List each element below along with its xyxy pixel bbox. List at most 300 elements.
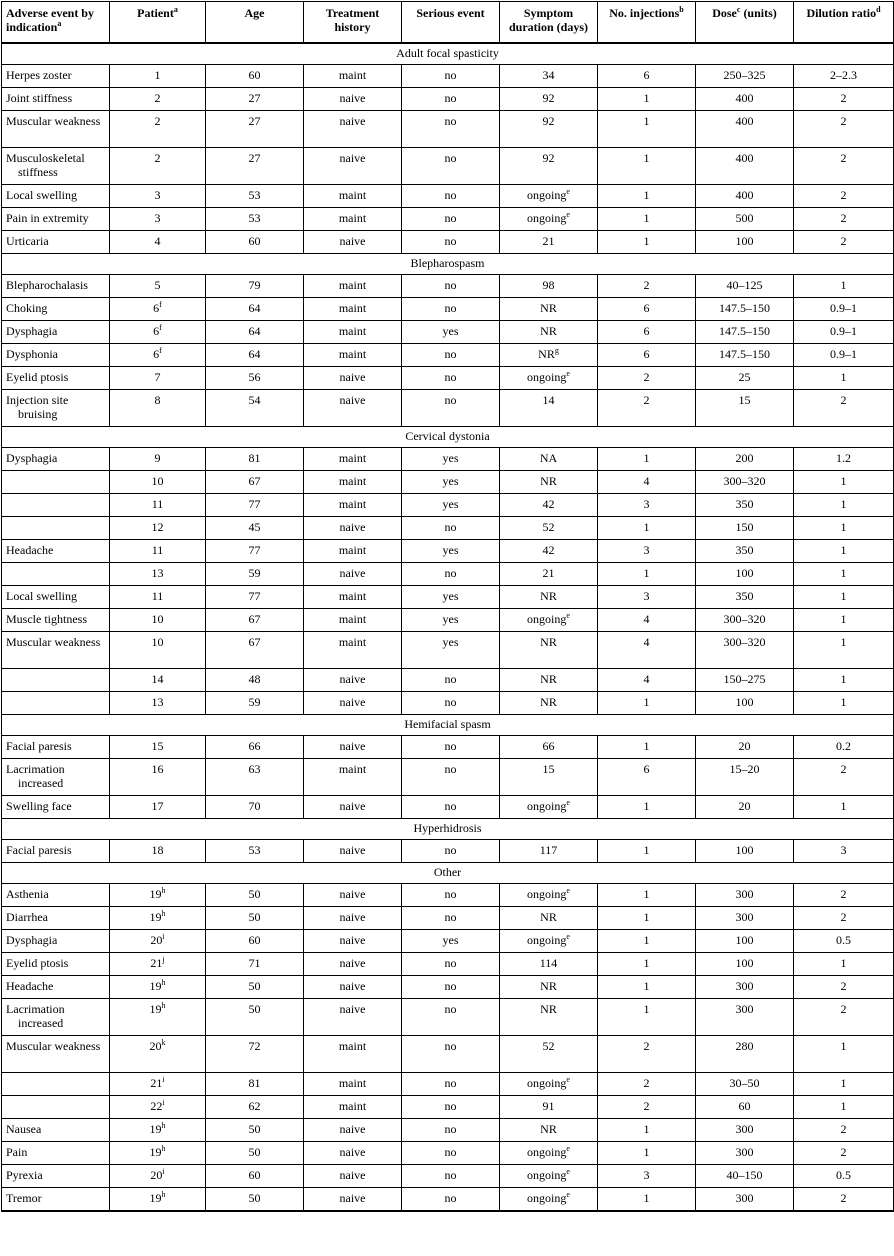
cell-injections: 1 [598,796,696,819]
cell-age: 77 [206,540,304,563]
cell-dose: 147.5–150 [696,344,794,367]
table-row [2,1188,894,1212]
cell-dose: 100 [696,692,794,715]
cell-age: 53 [206,208,304,231]
cell-adverse-event: Swelling face [2,796,110,819]
cell-serious: no [402,1096,500,1119]
cell-duration: ongoing$^e$ [500,1188,598,1212]
header-event: Adverse event by indication$^a$ [2,2,110,44]
cell-history: naive [304,999,402,1036]
cell-dose: 300 [696,999,794,1036]
cell-patient: 11 [110,494,206,517]
table-row [2,321,894,344]
cell-patient: 2 [110,111,206,148]
cell-injections: 1 [598,231,696,254]
cell-age: 59 [206,692,304,715]
cell-adverse-event: Muscle tightness [2,609,110,632]
table-row [2,275,894,298]
cell-dilution: 1.2 [794,448,894,471]
cell-injections: 2 [598,1073,696,1096]
table-row [2,1142,894,1165]
cell-dilution: 1 [794,953,894,976]
cell-duration: NA [500,448,598,471]
cell-serious: no [402,298,500,321]
cell-injections: 6 [598,321,696,344]
cell-injections: 1 [598,88,696,111]
cell-injections: 4 [598,471,696,494]
cell-dilution: 2 [794,907,894,930]
cell-adverse-event [2,669,110,692]
cell-dilution: 0.9–1 [794,298,894,321]
cell-history: naive [304,231,402,254]
cell-adverse-event [2,1096,110,1119]
cell-duration: ongoing$^e$ [500,609,598,632]
cell-patient: 12 [110,517,206,540]
table-row [2,185,894,208]
cell-dose: 20 [696,736,794,759]
section-title: Cervical dystonia [2,427,894,448]
cell-injections: 2 [598,1036,696,1073]
cell-injections: 2 [598,367,696,390]
cell-age: 64 [206,321,304,344]
cell-duration: 14 [500,390,598,427]
cell-age: 64 [206,298,304,321]
cell-injections: 1 [598,692,696,715]
cell-dose: 400 [696,111,794,148]
table-row [2,692,894,715]
table-row [2,796,894,819]
cell-history: naive [304,1165,402,1188]
cell-history: maint [304,344,402,367]
section-title: Blepharospasm [2,254,894,275]
cell-serious: yes [402,632,500,669]
cell-dilution: 1 [794,1073,894,1096]
cell-serious: no [402,111,500,148]
cell-age: 48 [206,669,304,692]
cell-duration: 92 [500,88,598,111]
cell-age: 60 [206,930,304,953]
cell-dilution: 1 [794,275,894,298]
cell-dilution: 1 [794,1096,894,1119]
table-row [2,540,894,563]
cell-adverse-event: Headache [2,540,110,563]
table-row [2,111,894,148]
cell-dilution: 2–2.3 [794,65,894,88]
cell-adverse-event: Asthenia [2,884,110,907]
cell-history: naive [304,1142,402,1165]
cell-serious: no [402,953,500,976]
cell-patient: 16 [110,759,206,796]
cell-duration: ongoing$^e$ [500,884,598,907]
table-row [2,208,894,231]
cell-injections: 6 [598,298,696,321]
cell-dose: 150 [696,517,794,540]
cell-history: maint [304,494,402,517]
cell-injections: 1 [598,208,696,231]
cell-adverse-event: Facial paresis [2,736,110,759]
cell-patient: 18 [110,840,206,863]
table-row [2,563,894,586]
cell-dilution: 1 [794,586,894,609]
table-row [2,390,894,427]
cell-patient: 19$^h$ [110,1119,206,1142]
cell-injections: 3 [598,494,696,517]
table-row [2,88,894,111]
cell-serious: no [402,840,500,863]
cell-history: naive [304,517,402,540]
cell-dilution: 1 [794,471,894,494]
cell-age: 71 [206,953,304,976]
cell-history: maint [304,275,402,298]
cell-dose: 147.5–150 [696,298,794,321]
cell-injections: 1 [598,1142,696,1165]
cell-adverse-event [2,517,110,540]
cell-injections: 4 [598,669,696,692]
cell-patient: 19$^h$ [110,1188,206,1212]
header-serious-event: Serious event [402,2,500,44]
cell-history: naive [304,148,402,185]
cell-adverse-event: Choking [2,298,110,321]
cell-duration: 114 [500,953,598,976]
cell-duration: 52 [500,517,598,540]
header-row [2,2,894,44]
cell-dilution: 2 [794,1119,894,1142]
cell-dilution: 1 [794,540,894,563]
cell-dose: 15 [696,390,794,427]
section-header-row [2,427,894,448]
cell-duration: NR [500,976,598,999]
cell-serious: no [402,1142,500,1165]
cell-history: maint [304,759,402,796]
table-row [2,632,894,669]
cell-duration: NR [500,321,598,344]
cell-dilution: 1 [794,367,894,390]
cell-dilution: 0.5 [794,930,894,953]
cell-dilution: 2 [794,185,894,208]
table-row [2,231,894,254]
cell-dose: 100 [696,563,794,586]
cell-duration: 42 [500,494,598,517]
cell-injections: 3 [598,1165,696,1188]
cell-age: 63 [206,759,304,796]
cell-patient: 19$^h$ [110,1142,206,1165]
cell-injections: 1 [598,999,696,1036]
cell-history: naive [304,840,402,863]
table-row [2,953,894,976]
cell-injections: 3 [598,540,696,563]
cell-history: naive [304,692,402,715]
cell-dose: 30–50 [696,1073,794,1096]
cell-serious: yes [402,540,500,563]
cell-dose: 300 [696,1142,794,1165]
cell-dose: 400 [696,185,794,208]
table-row [2,344,894,367]
section-header-row [2,715,894,736]
cell-history: maint [304,632,402,669]
cell-adverse-event: Muscular weakness [2,1036,110,1073]
cell-adverse-event [2,471,110,494]
cell-adverse-event: Dysphagia [2,321,110,344]
cell-age: 50 [206,1188,304,1212]
cell-adverse-event: Dysphagia [2,448,110,471]
cell-age: 27 [206,111,304,148]
cell-age: 50 [206,1119,304,1142]
cell-patient: 10 [110,609,206,632]
cell-patient: 19$^h$ [110,976,206,999]
cell-dilution: 0.2 [794,736,894,759]
cell-age: 50 [206,999,304,1036]
cell-duration: 117 [500,840,598,863]
cell-history: naive [304,953,402,976]
cell-patient: 20$^i$ [110,1165,206,1188]
cell-age: 60 [206,231,304,254]
cell-history: naive [304,907,402,930]
cell-serious: no [402,1188,500,1212]
cell-serious: no [402,796,500,819]
table-row [2,609,894,632]
cell-patient: 14 [110,669,206,692]
cell-duration: 21 [500,563,598,586]
cell-patient: 11 [110,540,206,563]
cell-injections: 2 [598,1096,696,1119]
cell-dilution: 2 [794,759,894,796]
cell-adverse-event: Herpes zoster [2,65,110,88]
cell-duration: 66 [500,736,598,759]
cell-history: maint [304,298,402,321]
cell-dose: 400 [696,148,794,185]
cell-dilution: 1 [794,669,894,692]
cell-dilution: 0.9–1 [794,344,894,367]
cell-serious: yes [402,930,500,953]
cell-age: 50 [206,907,304,930]
cell-serious: no [402,692,500,715]
cell-patient: 3 [110,185,206,208]
table-row [2,1073,894,1096]
cell-dose: 300 [696,1188,794,1212]
cell-duration: ongoing$^e$ [500,1142,598,1165]
cell-duration: NR [500,907,598,930]
cell-age: 67 [206,632,304,669]
cell-history: naive [304,930,402,953]
table-row [2,586,894,609]
cell-history: naive [304,367,402,390]
cell-history: naive [304,976,402,999]
cell-adverse-event [2,692,110,715]
cell-dilution: 2 [794,231,894,254]
cell-serious: no [402,736,500,759]
cell-dose: 250–325 [696,65,794,88]
cell-duration: NR [500,999,598,1036]
header-dose: Dose$^c$ (units) [696,2,794,44]
cell-age: 81 [206,448,304,471]
cell-dilution: 2 [794,999,894,1036]
cell-serious: no [402,148,500,185]
table-row [2,1165,894,1188]
cell-patient: 19$^h$ [110,884,206,907]
cell-history: maint [304,1036,402,1073]
cell-duration: ongoing$^e$ [500,930,598,953]
cell-injections: 1 [598,953,696,976]
cell-injections: 1 [598,736,696,759]
cell-duration: 15 [500,759,598,796]
cell-injections: 6 [598,344,696,367]
cell-age: 27 [206,88,304,111]
cell-injections: 4 [598,609,696,632]
cell-duration: 42 [500,540,598,563]
cell-dilution: 2 [794,976,894,999]
cell-serious: yes [402,609,500,632]
cell-serious: no [402,1073,500,1096]
adverse-events-table [1,1,894,1212]
cell-history: naive [304,669,402,692]
header-dilution-ratio: Dilution ratio$^d$ [794,2,894,44]
cell-dose: 350 [696,494,794,517]
cell-adverse-event: Eyelid ptosis [2,953,110,976]
cell-history: naive [304,1119,402,1142]
cell-dilution: 2 [794,208,894,231]
cell-age: 72 [206,1036,304,1073]
cell-adverse-event: Injection site bruising [2,390,110,427]
section-title: Other [2,863,894,884]
table-row [2,759,894,796]
table-row [2,999,894,1036]
cell-dose: 500 [696,208,794,231]
cell-serious: no [402,88,500,111]
cell-injections: 1 [598,840,696,863]
section-header-row [2,819,894,840]
cell-age: 53 [206,840,304,863]
table-row [2,976,894,999]
table-body [2,43,894,1211]
cell-age: 50 [206,884,304,907]
cell-age: 77 [206,586,304,609]
cell-adverse-event: Joint stiffness [2,88,110,111]
cell-adverse-event: Muscular weakness [2,111,110,148]
cell-injections: 2 [598,390,696,427]
cell-age: 67 [206,471,304,494]
cell-adverse-event: Diarrhea [2,907,110,930]
cell-patient: 9 [110,448,206,471]
cell-dose: 300 [696,884,794,907]
table-row [2,1119,894,1142]
cell-adverse-event: Headache [2,976,110,999]
cell-duration: NR [500,298,598,321]
cell-adverse-event: Lacrimation increased [2,999,110,1036]
cell-serious: yes [402,321,500,344]
cell-patient: 13 [110,563,206,586]
cell-adverse-event: Blepharochalasis [2,275,110,298]
cell-duration: 34 [500,65,598,88]
cell-injections: 1 [598,1119,696,1142]
cell-injections: 1 [598,448,696,471]
cell-dilution: 2 [794,884,894,907]
cell-age: 66 [206,736,304,759]
cell-history: naive [304,563,402,586]
cell-dilution: 2 [794,88,894,111]
cell-adverse-event: Urticaria [2,231,110,254]
cell-adverse-event: Nausea [2,1119,110,1142]
cell-adverse-event: Dysphonia [2,344,110,367]
cell-serious: yes [402,494,500,517]
cell-duration: NR [500,586,598,609]
cell-adverse-event: Local swelling [2,586,110,609]
section-title: Adult focal spasticity [2,43,894,65]
table-row [2,494,894,517]
cell-patient: 3 [110,208,206,231]
cell-patient: 8 [110,390,206,427]
cell-injections: 1 [598,148,696,185]
cell-history: naive [304,111,402,148]
cell-dose: 100 [696,840,794,863]
cell-duration: NR [500,669,598,692]
cell-duration: 98 [500,275,598,298]
cell-serious: no [402,517,500,540]
cell-patient: 6$^f$ [110,344,206,367]
cell-serious: no [402,231,500,254]
cell-adverse-event: Local swelling [2,185,110,208]
cell-history: maint [304,609,402,632]
cell-history: maint [304,471,402,494]
table-row [2,367,894,390]
cell-patient: 15 [110,736,206,759]
cell-duration: ongoing$^e$ [500,185,598,208]
cell-injections: 1 [598,884,696,907]
cell-age: 70 [206,796,304,819]
table-row [2,1036,894,1073]
cell-serious: no [402,390,500,427]
cell-age: 64 [206,344,304,367]
cell-duration: $NR^g$ [500,344,598,367]
cell-injections: 1 [598,185,696,208]
cell-serious: no [402,907,500,930]
cell-age: 60 [206,65,304,88]
cell-injections: 3 [598,586,696,609]
section-header-row [2,863,894,884]
cell-duration: 92 [500,111,598,148]
cell-dilution: 1 [794,563,894,586]
cell-serious: no [402,275,500,298]
cell-duration: ongoing$^e$ [500,1073,598,1096]
cell-dilution: 2 [794,111,894,148]
cell-patient: 11 [110,586,206,609]
cell-duration: 21 [500,231,598,254]
cell-patient: 10 [110,471,206,494]
cell-dilution: 1 [794,632,894,669]
cell-adverse-event [2,1073,110,1096]
table-row [2,907,894,930]
cell-dose: 100 [696,231,794,254]
cell-injections: 1 [598,907,696,930]
cell-dose: 280 [696,1036,794,1073]
cell-history: naive [304,1188,402,1212]
cell-history: naive [304,88,402,111]
table-row [2,736,894,759]
cell-patient: 6$^f$ [110,298,206,321]
cell-age: 50 [206,1142,304,1165]
cell-dose: 300–320 [696,632,794,669]
cell-dilution: 2 [794,148,894,185]
cell-dilution: 1 [794,609,894,632]
cell-serious: no [402,563,500,586]
cell-patient: 13 [110,692,206,715]
cell-duration: NR [500,471,598,494]
cell-age: 77 [206,494,304,517]
cell-adverse-event [2,494,110,517]
cell-duration: NR [500,692,598,715]
cell-adverse-event: Pain [2,1142,110,1165]
cell-dose: 200 [696,448,794,471]
cell-patient: 2 [110,148,206,185]
